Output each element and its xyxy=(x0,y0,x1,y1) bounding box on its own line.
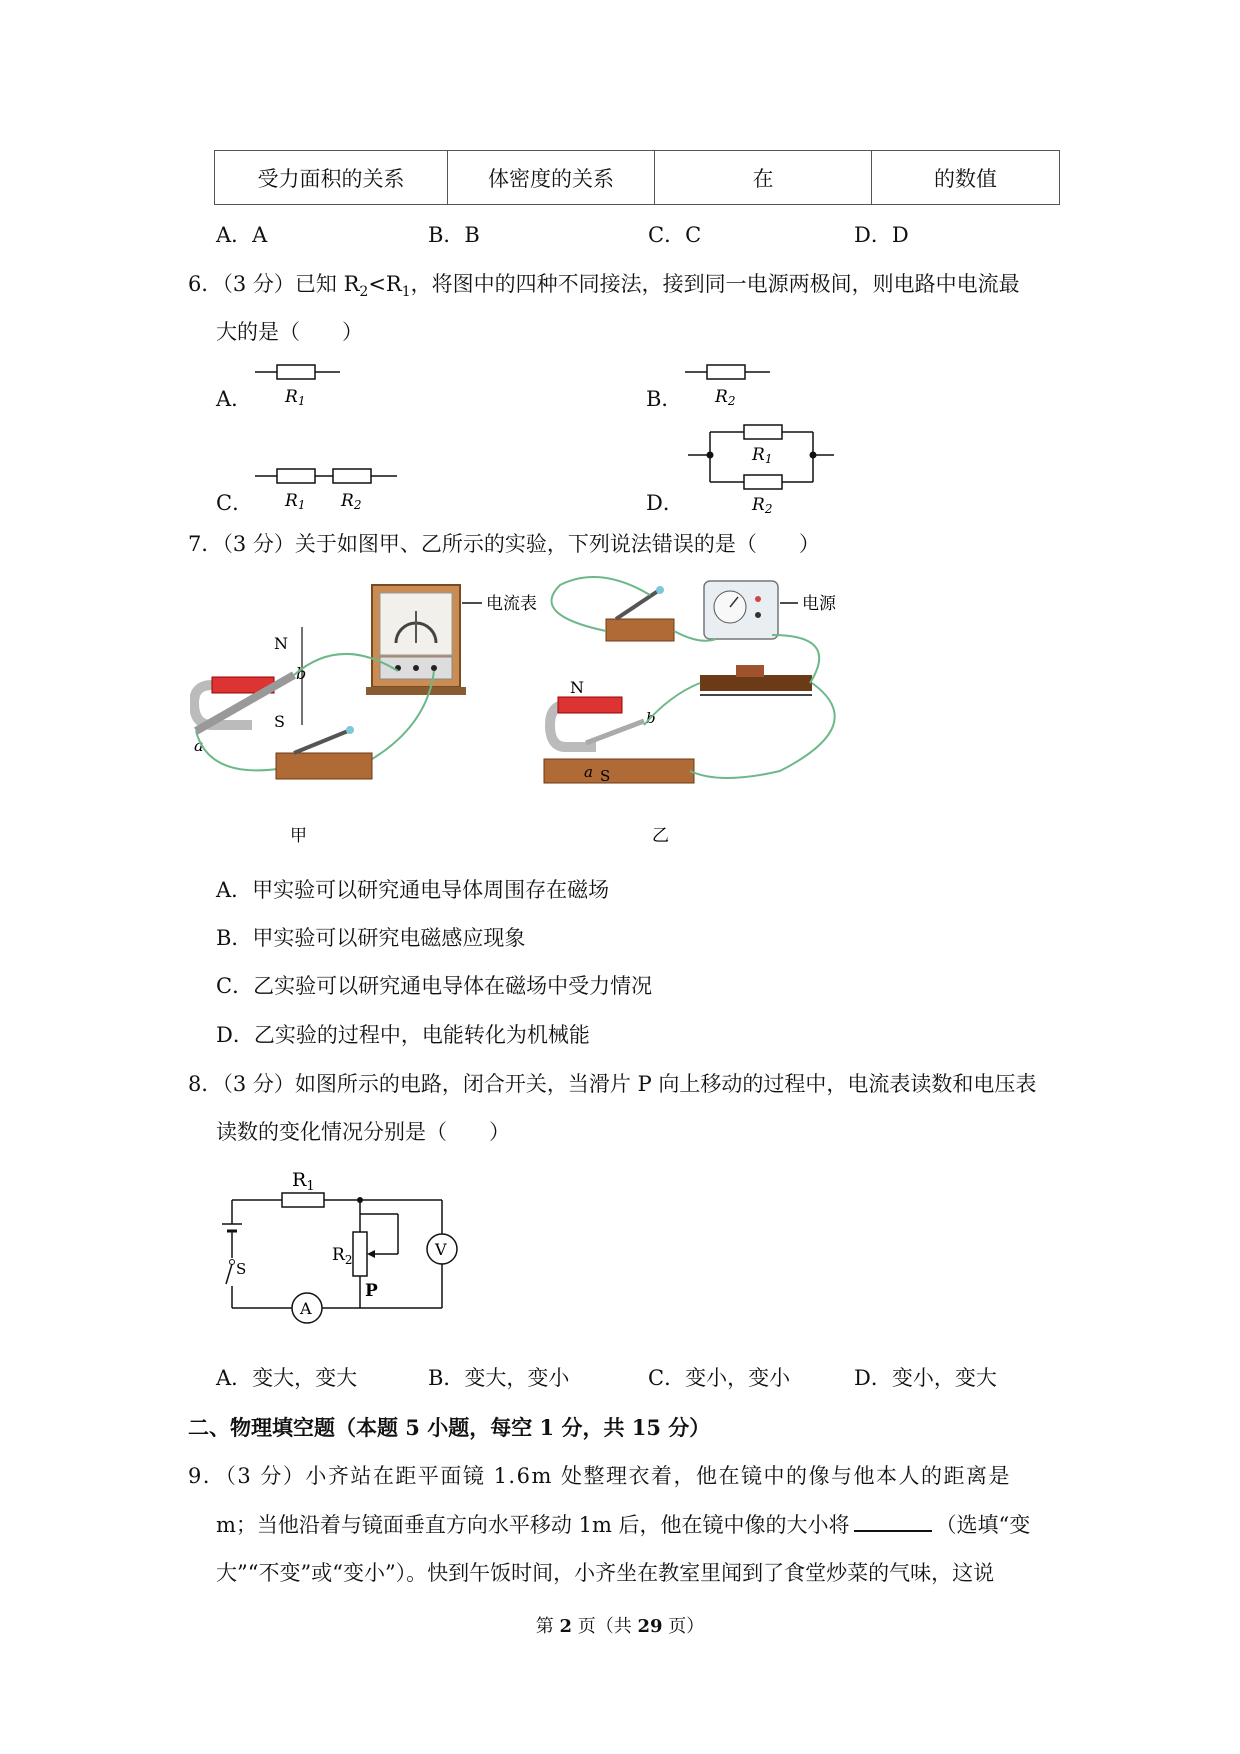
q7-stem: 7．（3 分）关于如图甲、乙所示的实验，下列说法错误的是（ ） xyxy=(188,532,820,556)
q9-stem-line3: 大”“不变”或“变小”）。快到午饭时间，小齐坐在教室里闻到了食堂炒菜的气味，这说 xyxy=(216,1561,995,1585)
circuit-d-diagram xyxy=(688,418,838,518)
comparison-table xyxy=(214,150,1060,205)
q6-option-c-letter: C． xyxy=(216,491,254,515)
label-a: a xyxy=(584,763,593,781)
q9-stem-line2: m；当他沿着与镜面垂直方向水平移动 1m 后，他在镜中像的大小将 （选填“变 xyxy=(216,1509,1030,1539)
q9-stem-line1: 9．（3 分）小齐站在距平面镜 1.6m 处整理衣着，他在镜中的像与他本人的距离是 xyxy=(188,1464,1012,1488)
label-r2: R2 xyxy=(341,491,362,512)
label-power: 电源 xyxy=(802,594,836,614)
q5-option-d: D．D xyxy=(854,223,909,247)
label-b: b xyxy=(646,709,656,727)
resistor-r2-icon xyxy=(333,469,371,483)
label-a: a xyxy=(194,736,204,755)
label-yi: 乙 xyxy=(652,826,669,846)
label-b: b xyxy=(296,664,307,683)
label-r1: R1 xyxy=(752,445,773,466)
experiment-jia-figure xyxy=(190,575,570,855)
label-R2: $R_2$ xyxy=(332,1245,353,1267)
label-A: A xyxy=(300,1299,312,1318)
circuit-a-diagram xyxy=(255,360,345,410)
q8-option-d: D．变小，变大 xyxy=(854,1366,997,1390)
q7-option-d: D．乙实验的过程中，电能转化为机械能 xyxy=(216,1023,590,1047)
q5-option-c: C．C xyxy=(648,223,702,247)
resistor-r1-icon xyxy=(277,365,315,379)
q6-stem-line2: 大的是（ ） xyxy=(216,320,363,344)
q6-option-a-letter: A． xyxy=(216,387,253,411)
resistor-r1-icon xyxy=(277,469,315,483)
label-S: S xyxy=(236,1260,247,1278)
q8-option-c: C．变小，变小 xyxy=(648,1366,791,1390)
q7-option-b: B．甲实验可以研究电磁感应现象 xyxy=(216,926,526,950)
label-N: N xyxy=(274,634,288,653)
resistor-r1-icon xyxy=(282,1193,324,1207)
table-cell: 在 xyxy=(655,151,872,205)
q6-stem-line1: 6．（3 分）已知 $R_2<R_1$，将图中的四种不同接法，接到同一电源两极间，则电路中电流最 xyxy=(188,272,1020,301)
q8-option-b: B．变大，变小 xyxy=(428,1366,570,1390)
q6-option-d-letter: D． xyxy=(646,491,684,515)
table-row xyxy=(215,151,1060,205)
q8-stem-line1: 8．（3 分）如图所示的电路，闭合开关，当滑片 P 向上移动的过程中，电流表读数和电压表 xyxy=(188,1072,1037,1096)
label-r2: R2 xyxy=(752,495,773,516)
page-footer: 第 2 页（共 29 页） xyxy=(535,1616,705,1637)
q7-option-c: C．乙实验可以研究通电导体在磁场中受力情况 xyxy=(216,974,653,998)
q6-option-b-letter: B． xyxy=(646,387,683,411)
q8-circuit-diagram xyxy=(218,1160,468,1335)
label-R1: $R_1$ xyxy=(292,1169,315,1194)
section-2-heading: 二、物理填空题（本题 5 小题，每空 1 分，共 15 分） xyxy=(188,1415,711,1440)
q5-option-b: B．B xyxy=(428,223,480,247)
label-jia: 甲 xyxy=(290,826,307,846)
resistor-r2-icon xyxy=(744,475,782,489)
label-r1: R1 xyxy=(285,491,306,512)
label-N: N xyxy=(570,678,584,697)
label-V: V xyxy=(435,1240,447,1259)
q5-option-a: A．A xyxy=(216,223,268,247)
circuit-b-diagram xyxy=(685,360,775,410)
q8-option-a: A．变大，变大 xyxy=(216,1366,358,1390)
label-ammeter: 电流表 xyxy=(486,594,537,614)
label-r2: R2 xyxy=(715,387,736,408)
table-cell: 体密度的关系 xyxy=(448,151,655,205)
label-P: P xyxy=(365,1281,378,1301)
table-cell: 受力面积的关系 xyxy=(215,151,448,205)
label-S: S xyxy=(274,712,285,731)
rheostat-r2-icon xyxy=(353,1232,367,1276)
q8-stem-line2: 读数的变化情况分别是（ ） xyxy=(216,1120,510,1144)
resistor-r1-icon xyxy=(744,425,782,439)
q7-option-a: A．甲实验可以研究通电导体周围存在磁场 xyxy=(216,878,610,902)
table-cell: 的数值 xyxy=(872,151,1060,205)
answer-blank xyxy=(854,1510,932,1532)
label-r1: R1 xyxy=(285,387,306,408)
resistor-r2-icon xyxy=(707,365,745,379)
label-S: S xyxy=(600,767,611,785)
circuit-c-diagram xyxy=(255,464,405,514)
experiment-yi-figure xyxy=(540,575,900,855)
